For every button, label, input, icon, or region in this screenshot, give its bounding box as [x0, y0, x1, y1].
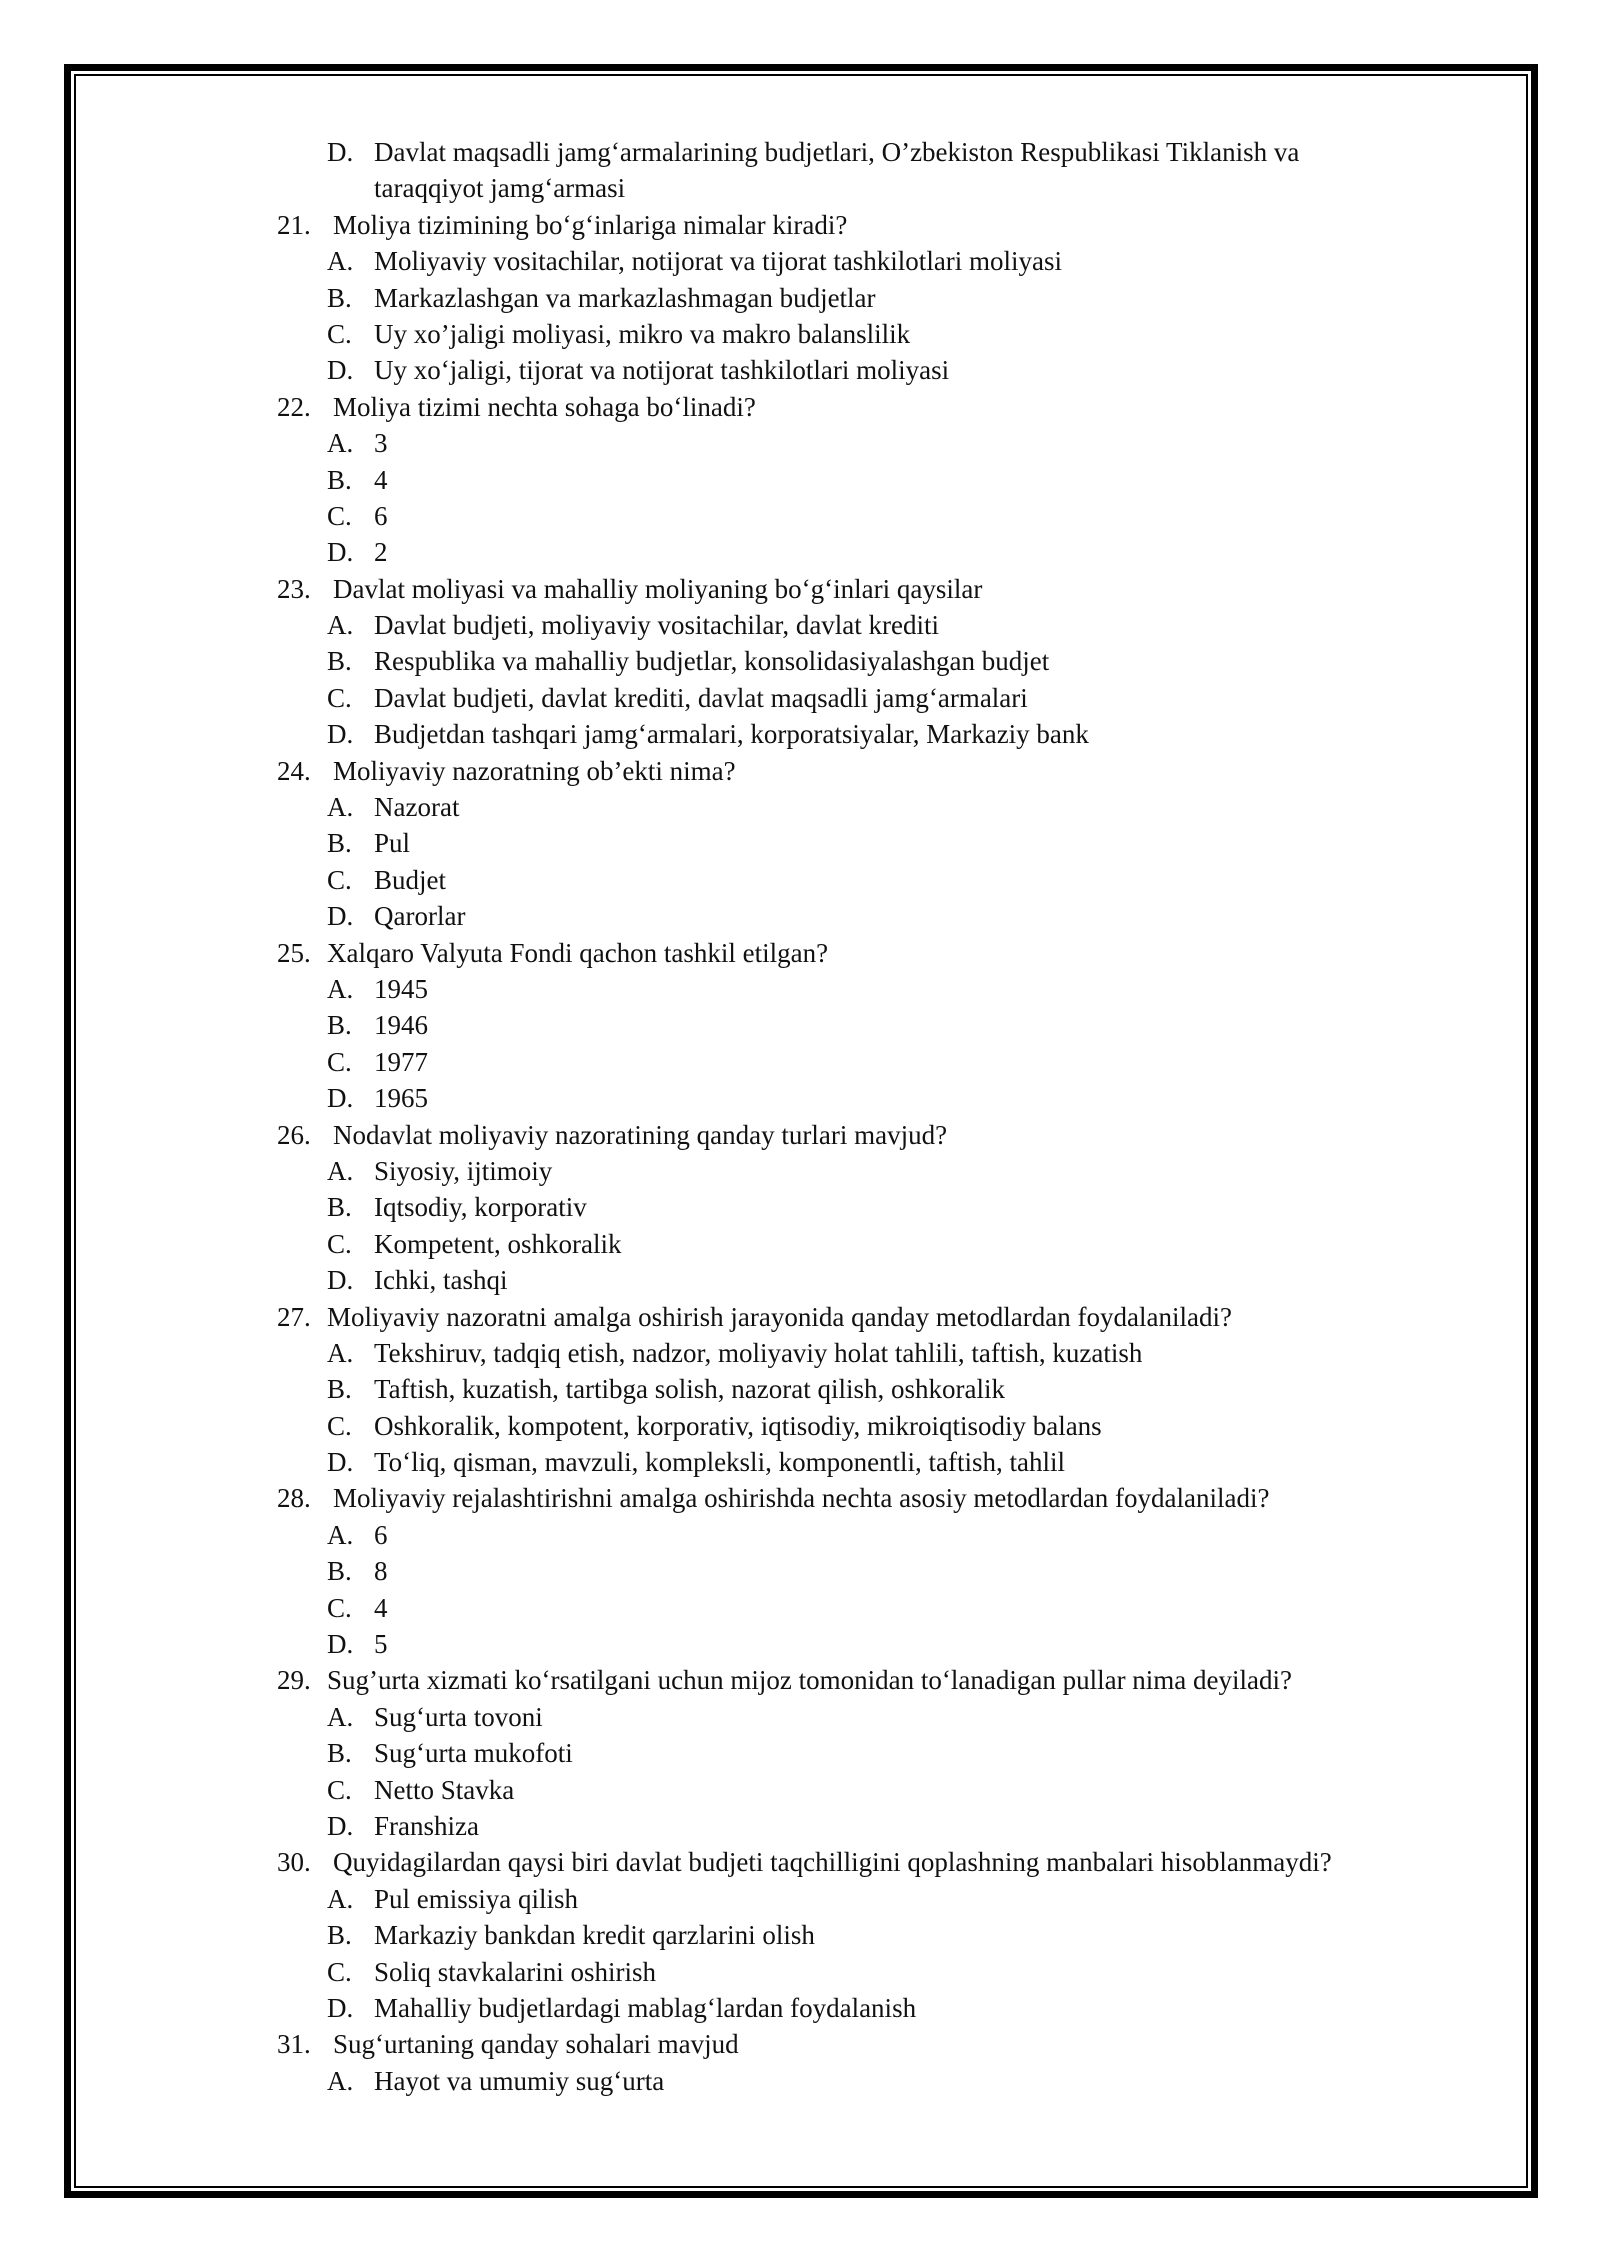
option-letter: D.	[327, 1083, 354, 1114]
option-text: Davlat maqsadli jamg‘armalarining budjetlari, O’zbekiston Respublikasi Tiklanish va	[374, 137, 1300, 167]
option-row	[0, 789, 1600, 825]
question-row	[0, 1117, 1600, 1153]
question-row	[0, 571, 1600, 607]
question-text: Moliya tizimi nechta sohaga bo‘linadi?	[333, 391, 756, 422]
option-letter: A.	[327, 1701, 354, 1732]
option-row	[0, 1699, 1600, 1735]
option-row	[0, 1917, 1600, 1953]
option-letter: B.	[327, 1920, 352, 1951]
option-letter: B.	[327, 282, 352, 313]
option-text: 4	[374, 464, 388, 495]
option-text: Davlat budjeti, moliyaviy vositachilar, davlat krediti	[374, 610, 940, 641]
option-letter: A.	[327, 1883, 354, 1914]
option-row	[0, 862, 1600, 898]
option-text: Qarorlar	[374, 901, 466, 932]
question-row	[0, 1844, 1600, 1880]
option-row	[0, 1517, 1600, 1553]
option-text: Ichki, tashqi	[374, 1265, 508, 1296]
option-letter: A.	[327, 246, 354, 277]
option-text: 1965	[374, 1083, 428, 1114]
option-letter: C.	[327, 1774, 352, 1805]
question-number: 25.	[277, 937, 311, 968]
option-row-continued	[0, 170, 1600, 206]
option-letter: C.	[327, 1046, 352, 1077]
option-text: 3	[374, 428, 388, 459]
option-letter: D.	[327, 1447, 354, 1478]
option-text: 1946	[374, 1010, 428, 1041]
option-row	[0, 1044, 1600, 1080]
option-row	[0, 716, 1600, 752]
option-row	[0, 643, 1600, 679]
option-row	[0, 1262, 1600, 1298]
option-row	[0, 1553, 1600, 1589]
option-text: Moliyaviy vositachilar, notijorat va tijorat tashkilotlari moliyasi	[374, 246, 1063, 277]
option-letter: C.	[327, 1592, 352, 1623]
option-row	[0, 1408, 1600, 1444]
option-text: Tekshiruv, tadqiq etish, nadzor, moliyaviy holat tahlili, taftish, kuzatish	[374, 1337, 1143, 1368]
option-text: Markazlashgan va markazlashmagan budjetlar	[374, 282, 876, 313]
option-letter: D.	[327, 355, 354, 386]
option-text: Markaziy bankdan kredit qarzlarini olish	[374, 1920, 815, 1951]
question-number: 28.	[277, 1483, 311, 1514]
question-row	[0, 1662, 1600, 1698]
option-row	[0, 1772, 1600, 1808]
option-text: Respublika va mahalliy budjetlar, konsolidasiyalashgan budjet	[374, 646, 1050, 677]
option-row	[0, 1153, 1600, 1189]
option-row	[0, 1808, 1600, 1844]
question-row	[0, 1299, 1600, 1335]
question-number: 22.	[277, 391, 311, 422]
question-text: Nodavlat moliyaviy nazoratining qanday turlari mavjud?	[333, 1119, 948, 1150]
question-text: Moliyaviy nazoratni amalga oshirish jarayonida qanday metodlardan foydalaniladi?	[327, 1301, 1232, 1332]
option-letter: C.	[327, 864, 352, 895]
option-text: Siyosiy, ijtimoiy	[374, 1155, 553, 1186]
option-letter: A.	[327, 610, 354, 641]
option-letter: B.	[327, 646, 352, 677]
option-letter: D.	[327, 719, 354, 750]
option-text: Budjetdan tashqari jamg‘armalari, korporatsiyalar, Markaziy bank	[374, 719, 1089, 750]
option-letter: B.	[327, 1738, 352, 1769]
option-letter: B.	[327, 1374, 352, 1405]
option-text: To‘liq, qisman, mavzuli, kompleksli, komponentli, taftish, tahlil	[374, 1447, 1066, 1478]
option-text: Franshiza	[374, 1810, 479, 1841]
option-letter: D.	[327, 1992, 354, 2023]
question-number: 23.	[277, 573, 311, 604]
option-row	[0, 1335, 1600, 1371]
option-text: Oshkoralik, kompotent, korporativ, iqtisodiy, mikroiqtisodiy balans	[374, 1410, 1102, 1441]
option-letter: B.	[327, 828, 352, 859]
option-letter: B.	[327, 1192, 352, 1223]
option-letter: C.	[327, 1228, 352, 1259]
option-text: 1945	[374, 973, 428, 1004]
option-letter: C.	[327, 1410, 352, 1441]
question-text: Sug‘urtaning qanday sohalari mavjud	[333, 2029, 739, 2060]
option-row	[0, 1444, 1600, 1480]
option-row	[0, 2063, 1600, 2099]
option-row	[0, 534, 1600, 570]
option-row	[0, 680, 1600, 716]
option-text: Pul emissiya qilish	[374, 1883, 579, 1914]
option-letter: A.	[327, 792, 354, 823]
option-letter: A.	[327, 1519, 354, 1550]
question-number: 29.	[277, 1665, 311, 1696]
option-row	[0, 134, 1600, 170]
question-row	[0, 1480, 1600, 1516]
option-text: Pul	[374, 828, 411, 859]
question-number: 31.	[277, 2029, 311, 2060]
option-row	[0, 825, 1600, 861]
question-row	[0, 935, 1600, 971]
option-text: Sug‘urta tovoni	[374, 1701, 543, 1732]
option-text: 1977	[374, 1046, 428, 1077]
option-row	[0, 1226, 1600, 1262]
question-text: Xalqaro Valyuta Fondi qachon tashkil etilgan?	[327, 937, 829, 968]
question-text: Quyidagilardan qaysi biri davlat budjeti taqchilligini qoplashning manbalari hisoblanmaydi?	[333, 1847, 1332, 1878]
question-text: Davlat moliyasi va mahalliy moliyaning bo‘g‘inlari qaysilar	[333, 573, 983, 604]
option-letter: D.	[327, 1629, 354, 1660]
question-row	[0, 753, 1600, 789]
option-row	[0, 462, 1600, 498]
option-letter: B.	[327, 1010, 352, 1041]
option-text: Sug‘urta mukofoti	[374, 1738, 573, 1769]
option-letter: A.	[327, 1337, 354, 1368]
option-text: Uy xo’jaligi moliyasi, mikro va makro balanslilik	[374, 318, 911, 349]
option-text: Budjet	[374, 864, 446, 895]
option-text: Nazorat	[374, 792, 460, 823]
option-letter: C.	[327, 500, 352, 531]
question-number: 24.	[277, 755, 311, 786]
question-number: 21.	[277, 209, 311, 240]
option-text: 2	[374, 537, 388, 568]
question-text: Moliya tizimining bo‘g‘inlariga nimalar kiradi?	[333, 209, 848, 240]
question-number: 27.	[277, 1301, 311, 1332]
question-text: Moliyaviy nazoratning ob’ekti nima?	[333, 755, 736, 786]
option-text: Taftish, kuzatish, tartibga solish, nazorat qilish, oshkoralik	[374, 1374, 1005, 1405]
question-row	[0, 389, 1600, 425]
option-letter: C.	[327, 318, 352, 349]
question-number: 26.	[277, 1119, 311, 1150]
option-letter: B.	[327, 464, 352, 495]
option-row	[0, 352, 1600, 388]
question-number: 30.	[277, 1847, 311, 1878]
option-letter: D.	[327, 137, 354, 167]
question-list	[0, 134, 1600, 2099]
option-row	[0, 607, 1600, 643]
option-letter: D.	[327, 1265, 354, 1296]
option-letter: A.	[327, 973, 354, 1004]
option-row	[0, 243, 1600, 279]
question-text: Sug’urta xizmati ko‘rsatilgani uchun mijoz tomonidan to‘lanadigan pullar nima deyiladi?	[327, 1665, 1292, 1696]
option-text: Hayot va umumiy sug‘urta	[374, 2065, 665, 2096]
option-text: Davlat budjeti, davlat krediti, davlat maqsadli jamg‘armalari	[374, 682, 1028, 713]
option-text: 8	[374, 1556, 388, 1587]
option-row	[0, 425, 1600, 461]
option-text: Uy xo‘jaligi, tijorat va notijorat tashkilotlari moliyasi	[374, 355, 950, 386]
option-letter: A.	[327, 428, 354, 459]
option-text: 6	[374, 1519, 388, 1550]
option-row	[0, 1189, 1600, 1225]
option-row	[0, 1990, 1600, 2026]
question-row	[0, 207, 1600, 243]
option-text: Soliq stavkalarini oshirish	[374, 1956, 656, 1987]
option-row	[0, 1371, 1600, 1407]
option-letter: D.	[327, 537, 354, 568]
option-text: Iqtsodiy, korporativ	[374, 1192, 587, 1223]
option-text: Kompetent, oshkoralik	[374, 1228, 622, 1259]
option-text: 5	[374, 1629, 388, 1660]
option-row	[0, 316, 1600, 352]
option-row	[0, 498, 1600, 534]
option-row	[0, 1881, 1600, 1917]
option-letter: C.	[327, 682, 352, 713]
question-text: Moliyaviy rejalashtirishni amalga oshirishda nechta asosiy metodlardan foydalaniladi?	[333, 1483, 1270, 1514]
option-row	[0, 898, 1600, 934]
question-row	[0, 2026, 1600, 2062]
option-row	[0, 1590, 1600, 1626]
option-letter: B.	[327, 1556, 352, 1587]
option-letter: D.	[327, 1810, 354, 1841]
option-letter: C.	[327, 1956, 352, 1987]
option-row	[0, 1954, 1600, 1990]
option-text: 4	[374, 1592, 388, 1623]
option-row	[0, 280, 1600, 316]
option-text: Mahalliy budjetlardagi mablag‘lardan foydalanish	[374, 1992, 917, 2023]
option-row	[0, 1080, 1600, 1116]
option-letter: A.	[327, 1155, 354, 1186]
option-text: 6	[374, 500, 388, 531]
option-text: taraqqiyot jamg‘armasi	[374, 173, 626, 204]
option-text: Netto Stavka	[374, 1774, 515, 1805]
option-letter: A.	[327, 2065, 354, 2096]
option-row	[0, 1735, 1600, 1771]
option-row	[0, 1626, 1600, 1662]
option-letter: D.	[327, 901, 354, 932]
option-row	[0, 1007, 1600, 1043]
option-row	[0, 971, 1600, 1007]
